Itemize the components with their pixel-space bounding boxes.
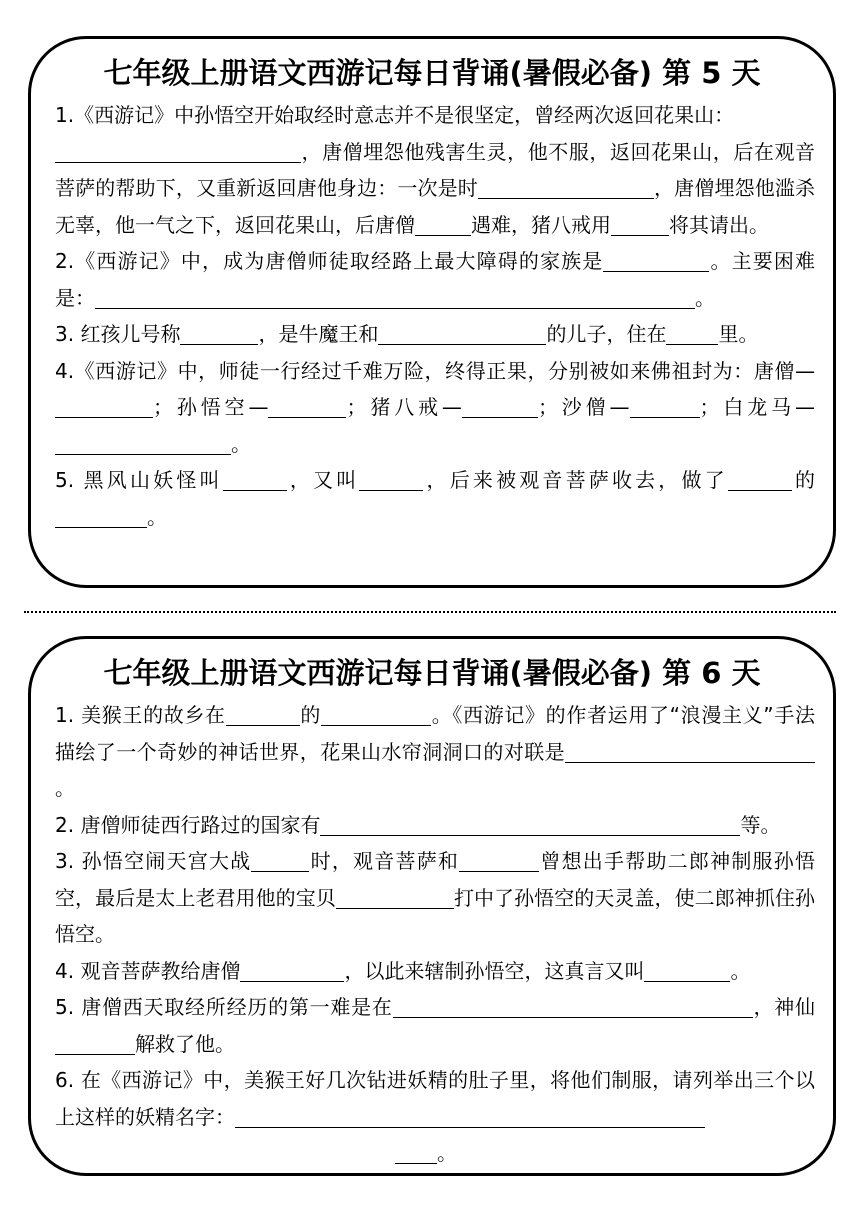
day5-question-1 bbox=[55, 97, 815, 243]
answer-blank[interactable] bbox=[611, 211, 669, 236]
question-text: 5. 黑风山妖怪叫 bbox=[55, 468, 223, 492]
day5-question-5 bbox=[55, 462, 815, 535]
question-text: 。 bbox=[231, 431, 251, 456]
question-text: ；猪八戒— bbox=[346, 395, 462, 419]
question-text: 打中了孙悟空的天灵盖，使二郎神抓住孙悟空。 bbox=[55, 885, 815, 946]
day6-question-3 bbox=[55, 843, 815, 953]
question-text: 1. 美猴王的故乡在 bbox=[55, 703, 226, 727]
answer-blank[interactable] bbox=[55, 1030, 135, 1055]
question-text: 1.《西游记》中孙悟空开始取经时意志并不是很坚定，曾经两次返回花果山： bbox=[55, 103, 735, 127]
question-text: ，唐僧埋怨他滥杀无辜，他一气之下，返回花果山，后唐僧 bbox=[55, 176, 816, 237]
question-text: ；白龙马— bbox=[699, 395, 816, 419]
day5-card bbox=[28, 36, 836, 588]
answer-blank[interactable] bbox=[395, 1139, 437, 1164]
answer-blank[interactable] bbox=[462, 393, 538, 418]
question-text: 等。 bbox=[740, 812, 781, 837]
day5-question-4 bbox=[55, 353, 815, 463]
day5-title: 七年级上册语文西游记每日背诵(暑假必备) 第 5 天 bbox=[103, 56, 761, 90]
answer-blank[interactable] bbox=[359, 466, 423, 491]
day6-question-4 bbox=[55, 953, 815, 990]
question-text: 。 bbox=[55, 776, 75, 800]
question-text: ；孙悟空— bbox=[153, 395, 269, 419]
answer-blank[interactable] bbox=[336, 884, 454, 909]
question-text: ，神仙 bbox=[752, 995, 815, 1019]
answer-blank[interactable] bbox=[393, 993, 753, 1018]
answer-blank[interactable] bbox=[415, 211, 471, 236]
day5-question-2 bbox=[55, 243, 815, 316]
question-text: ，唐僧埋怨他残害生灵，他不服，返回花果山，后在观音菩萨的帮助下，又重新返回唐他身边：一次是时 bbox=[55, 139, 815, 200]
answer-blank[interactable] bbox=[321, 701, 431, 726]
answer-blank[interactable] bbox=[235, 1103, 705, 1128]
question-text: 4. 观音菩萨教给唐僧 bbox=[55, 958, 241, 983]
answer-blank[interactable] bbox=[226, 701, 300, 726]
question-text: 将其请出。 bbox=[669, 212, 769, 237]
answer-blank[interactable] bbox=[565, 738, 815, 763]
question-text: 。 bbox=[730, 958, 751, 983]
answer-blank[interactable] bbox=[55, 138, 301, 163]
day6-questions bbox=[55, 697, 815, 1172]
question-text: 。 bbox=[147, 504, 167, 529]
answer-blank[interactable] bbox=[268, 393, 346, 418]
answer-blank[interactable] bbox=[728, 466, 792, 491]
answer-blank[interactable] bbox=[240, 957, 344, 982]
answer-blank[interactable] bbox=[603, 247, 709, 272]
answer-blank[interactable] bbox=[95, 284, 695, 309]
day6-question-1 bbox=[55, 697, 815, 807]
answer-blank[interactable] bbox=[55, 393, 153, 418]
day6-question-2 bbox=[55, 807, 815, 844]
question-text: ；沙僧— bbox=[537, 395, 630, 419]
answer-blank[interactable] bbox=[666, 320, 718, 345]
question-text: ，又叫 bbox=[286, 468, 360, 492]
day6-title: 七年级上册语文西游记每日背诵(暑假必备) 第 6 天 bbox=[103, 656, 761, 690]
question-text: 。《西游记》的作者运用了“浪漫主义”手法描绘了一个奇妙的神话世界，花果山水帘洞洞口的对联是 bbox=[55, 703, 815, 764]
question-text: 6. 在《西游记》中，美猴王好几次钻进妖精的肚子里，将他们制服，请列举出三个以上这样的妖精名字： bbox=[55, 1068, 815, 1129]
answer-blank[interactable] bbox=[644, 957, 730, 982]
question-text: 。主要困难是： bbox=[55, 249, 815, 310]
day5-question-3 bbox=[55, 316, 815, 353]
question-text: 的儿子，住在 bbox=[546, 322, 667, 346]
day6-question-6 bbox=[55, 1062, 815, 1172]
question-text: 的 bbox=[299, 703, 322, 727]
answer-blank[interactable] bbox=[55, 503, 147, 528]
answer-blank[interactable] bbox=[630, 393, 700, 418]
dotted-divider bbox=[24, 611, 836, 613]
question-text: 2.《西游记》中，成为唐僧师徒取经路上最大障碍的家族是 bbox=[55, 249, 604, 273]
question-text: 时，观音菩萨和 bbox=[309, 849, 460, 873]
question-text: 3. 孙悟空闹天宫大战 bbox=[55, 849, 252, 873]
answer-blank[interactable] bbox=[459, 847, 539, 872]
question-text: 。 bbox=[695, 285, 715, 310]
question-text: 里。 bbox=[718, 322, 759, 346]
question-text: 的 bbox=[791, 468, 816, 492]
answer-blank[interactable] bbox=[320, 811, 740, 836]
question-text: 5. 唐僧西天取经所经历的第一难是在 bbox=[55, 995, 393, 1019]
answer-blank[interactable] bbox=[180, 320, 258, 345]
question-text: ，后来被观音菩萨收去，做了 bbox=[423, 468, 728, 492]
question-text: 2. 唐僧师徒西行路过的国家有 bbox=[55, 812, 321, 837]
day5-questions bbox=[55, 97, 815, 535]
question-text: 3. 红孩儿号称 bbox=[55, 322, 181, 346]
answer-blank[interactable] bbox=[378, 320, 546, 345]
answer-blank[interactable] bbox=[251, 847, 309, 872]
question-text: 解救了他。 bbox=[135, 1031, 235, 1056]
answer-blank[interactable] bbox=[223, 466, 287, 491]
day6-card bbox=[28, 636, 836, 1176]
question-text: 曾想出手帮助二郎神制服孙悟空，最后是太上老君用他的宝贝 bbox=[55, 849, 815, 910]
question-text: ，是牛魔王和 bbox=[258, 322, 379, 346]
answer-blank[interactable] bbox=[55, 430, 231, 455]
question-text: ，以此来辖制孙悟空，这真言又叫 bbox=[344, 958, 645, 983]
day6-question-5 bbox=[55, 989, 815, 1062]
question-text: 4.《西游记》中，师徒一行经过千难万险，终得正果，分别被如来佛祖封为：唐僧— bbox=[55, 358, 815, 383]
question-text: 遇难，猪八戒用 bbox=[471, 212, 611, 237]
question-text: 。 bbox=[437, 1141, 457, 1165]
answer-blank[interactable] bbox=[478, 174, 654, 199]
